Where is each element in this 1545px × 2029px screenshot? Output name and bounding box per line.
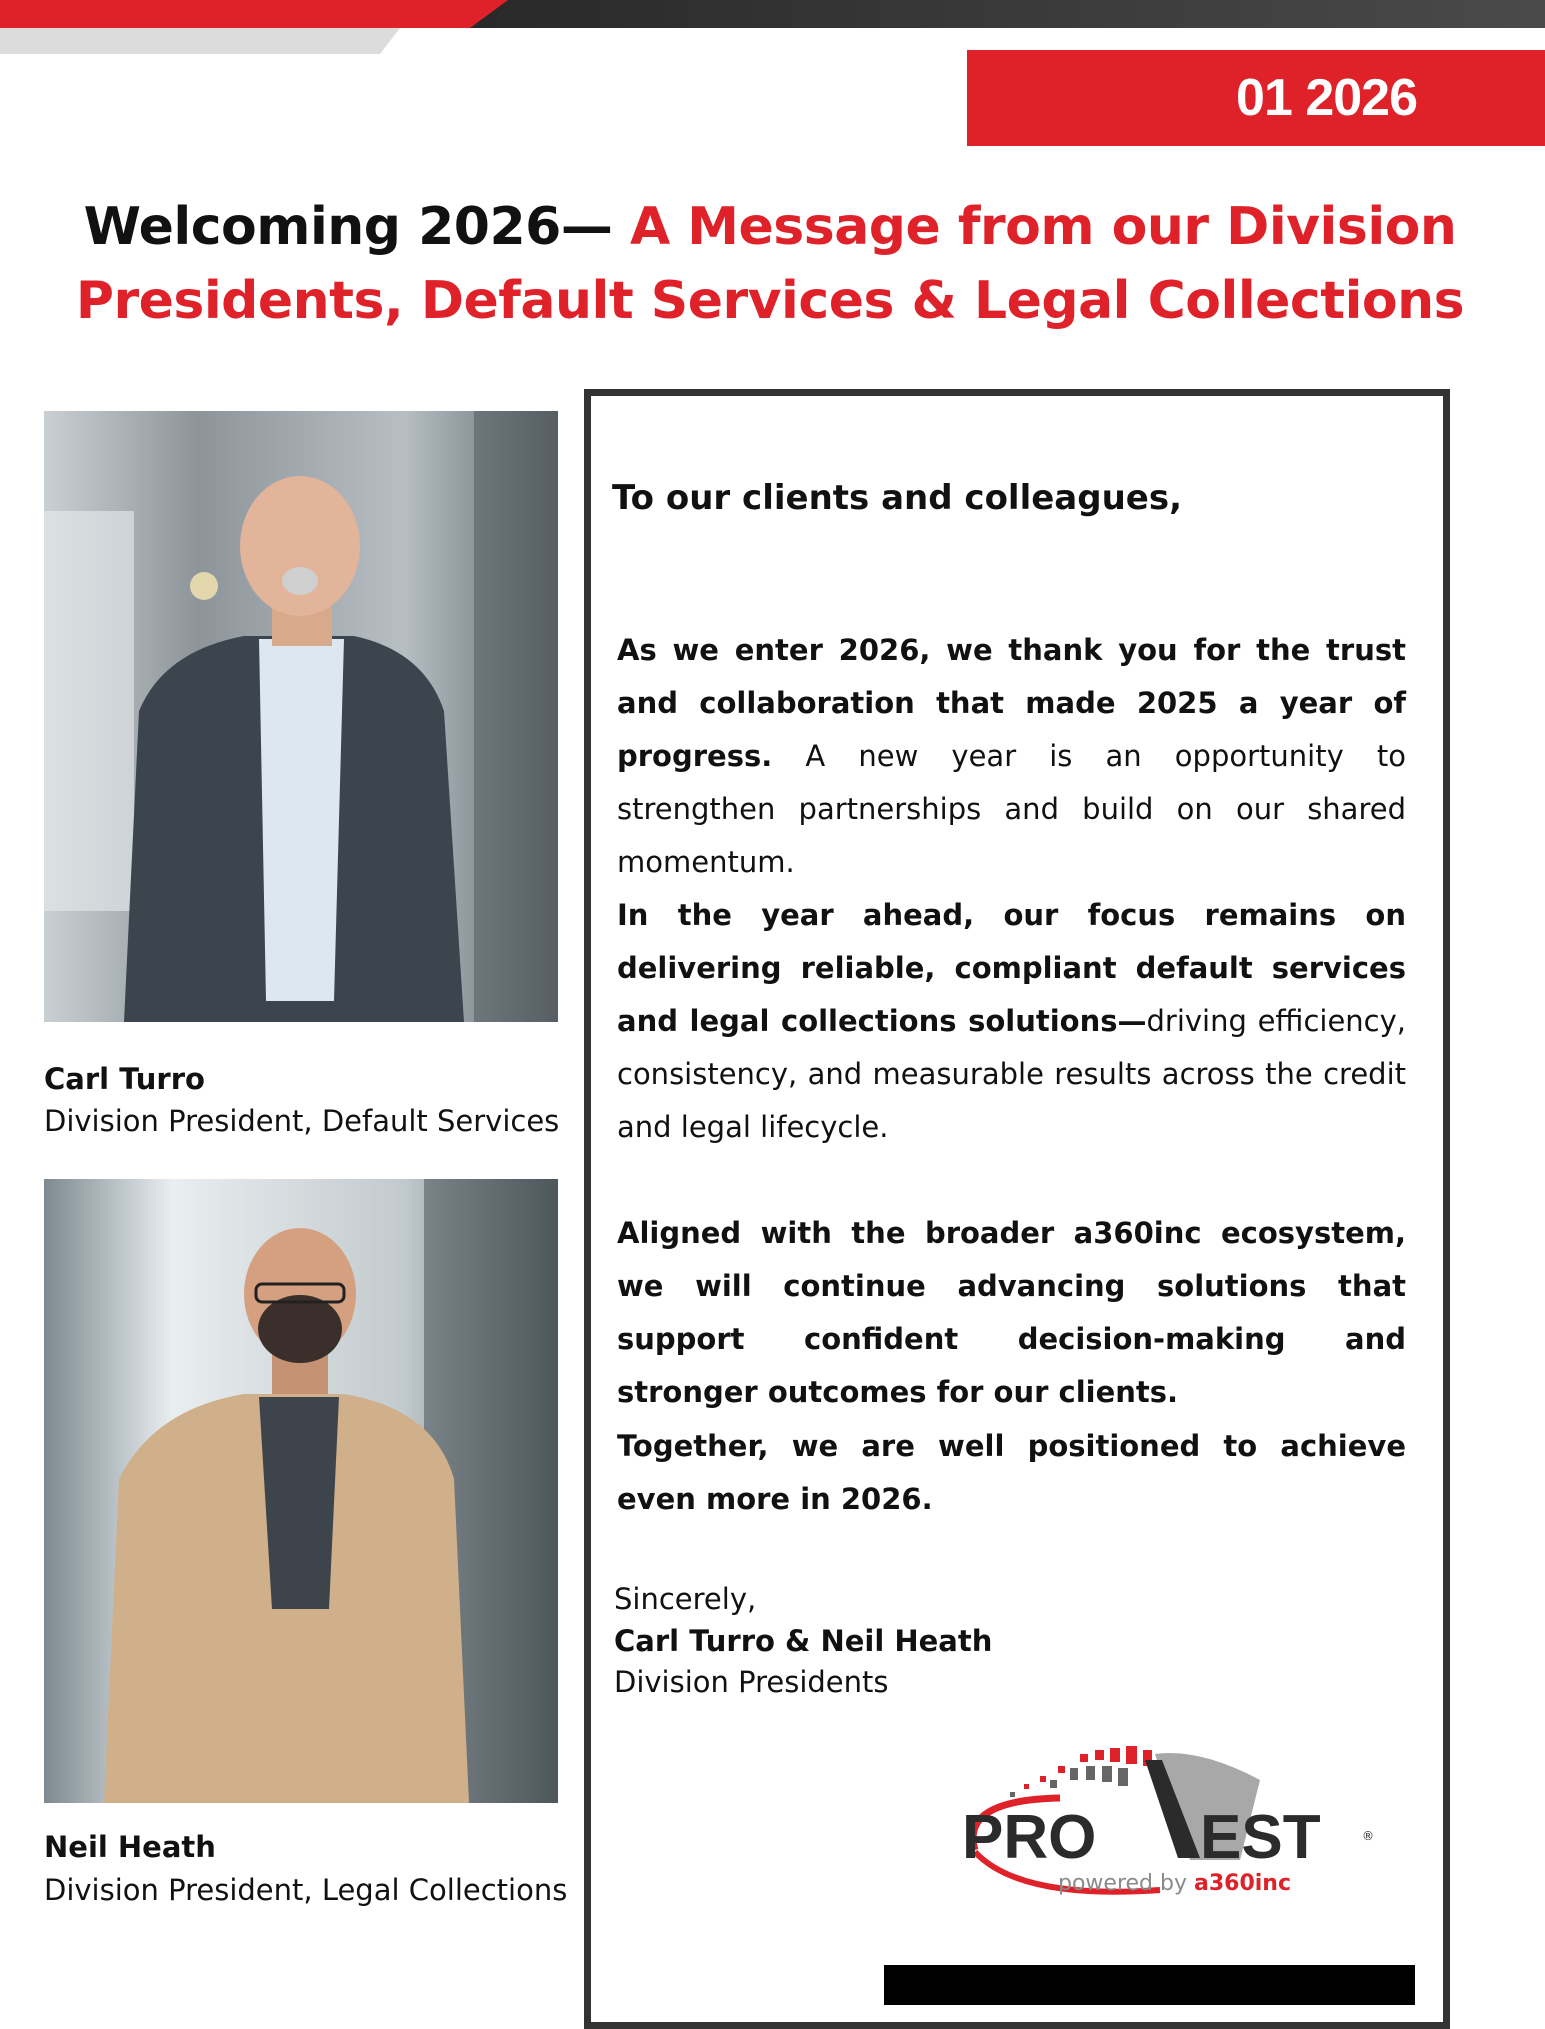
paragraph-2-bold: In the year ahead, our focus remains on delivering reliable, compliant default services and legal collections solutions— [617,898,1406,1038]
logo-tagline-brand: a360inc [1194,1871,1292,1896]
letter-closing: Sincerely, [614,1582,757,1616]
paragraph-1-text: A new year is an opportunity to strengthen partnerships and build on our shared momentum. [617,739,1406,879]
logo-tagline-prefix: powered by [1058,1871,1194,1896]
portrait-carl-turro [44,411,558,1022]
headline-accent: A Message from our Division Presidents, Default Services & Legal Collections [75,197,1465,331]
proest-logo [900,1740,1380,1920]
top-decorative-bar [0,0,1545,55]
svg-text:powered by a360inc [1058,1871,1291,1896]
logo-text-est: EST [1200,1803,1321,1872]
svg-text:®: ® [1362,1829,1374,1843]
paragraph-3-bold: Aligned with the broader a360inc ecosystem, we will continue advancing solutions that support confident decision-making and stronger outcomes for our clients. [617,1216,1406,1409]
person-title-carl: Division President, Default Services [44,1104,560,1138]
page-headline [70,190,1470,338]
paragraph-2-text: driving efficiency, consistency, and measurable results across the credit and legal lifecycle. [617,1004,1407,1144]
letter-greeting: To our clients and colleagues, [612,478,1182,518]
bottom-black-bar [884,1965,1415,2005]
letter-paragraph-1 [617,624,1406,889]
issue-date-badge: 01 2026 [967,50,1545,146]
letter-paragraph-2 [617,889,1406,1154]
headline-lead: Welcoming 2026— [83,197,630,257]
letter-signers: Carl Turro & Neil Heath [614,1624,993,1658]
paragraph-4-bold: Together, we are well positioned to achieve even more in 2026. [617,1429,1406,1516]
person-name-neil: Neil Heath [44,1830,216,1864]
letter-signers-title: Division Presidents [614,1665,889,1699]
logo-text-pro: PRO [962,1803,1097,1872]
letter-paragraph-4 [617,1420,1406,1526]
paragraph-1-bold: As we enter 2026, we thank you for the trust and collaboration that made 2025 a year of progress. [617,633,1406,773]
letter-paragraph-3 [617,1207,1406,1419]
person-name-carl: Carl Turro [44,1062,205,1096]
person-title-neil: Division President, Legal Collections [44,1873,568,1907]
portrait-neil-heath [44,1179,558,1803]
